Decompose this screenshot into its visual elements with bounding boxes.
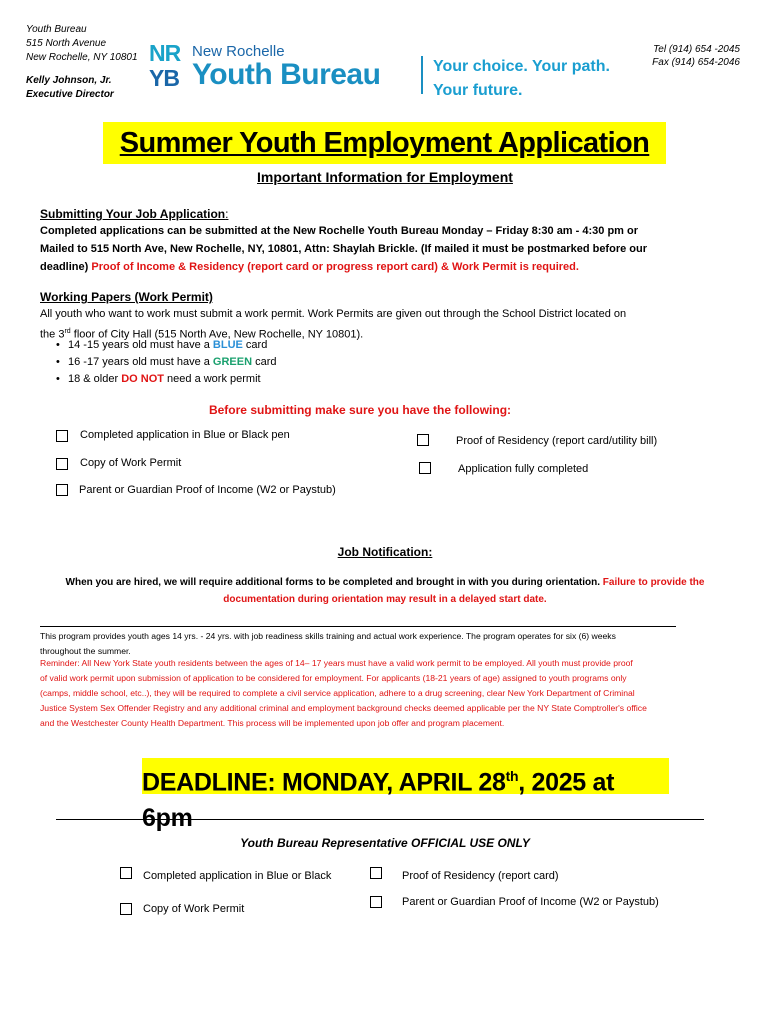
section-heading-submitting: Submitting Your Job Application: — [40, 207, 229, 221]
checkbox-label: Parent or Guardian Proof of Income (W2 or Paystub) — [79, 484, 336, 496]
deadline-banner: DEADLINE: MONDAY, APRIL 28th, 2025 at 6pm — [142, 758, 669, 794]
checkbox-label: Parent or Guardian Proof of Income (W2 or Paystub) — [402, 896, 659, 908]
checkbox-official-proof-of-income[interactable] — [370, 896, 382, 908]
checkbox-completed-application[interactable] — [56, 430, 68, 442]
address-line: Youth Bureau — [26, 24, 87, 35]
program-description: This program provides youth ages 14 yrs. - 24 yrs. with job readiness skills training and actual work experience. The program operates for six (6) weeks throughout the summer. — [40, 631, 616, 656]
address-line: New Rochelle, NY 10801 — [26, 52, 138, 63]
list-item: • 16 -17 years old must have a GREEN card — [68, 354, 277, 371]
page-title: Summer Youth Employment Application — [103, 122, 666, 164]
contact-info — [652, 43, 740, 69]
checkbox-proof-of-residency[interactable] — [417, 434, 429, 446]
section-heading-working-papers: Working Papers (Work Permit) — [40, 290, 213, 304]
logo-tagline: Your choice. Your path. Your future. — [433, 58, 610, 99]
checkbox-application-completed[interactable] — [419, 462, 431, 474]
telephone: Tel (914) 654 -2045 — [653, 44, 740, 55]
job-notification-text: When you are hired, we will require additional forms to be completed and brought in with you during orientation. Failure to provide the documentation during orientation may result in a delayed start date. — [65, 577, 705, 605]
submitting-instructions: Completed applications can be submitted at the New Rochelle Youth Bureau Monday – Friday 8:30 am - 4:30 pm or Mailed to 515 North Ave, New Rochelle, NY, 10801, Attn: Shaylah Brickle. (If mailed it must be postmarked before our deadline) Proof of Income & Residency (report card or progress report card) & Work Permit is required. — [40, 225, 647, 273]
checkbox-official-proof-of-residency[interactable] — [370, 867, 382, 879]
checkbox-label: Proof of Residency (report card/utility bill) — [456, 435, 658, 447]
checkbox-official-work-permit[interactable] — [120, 903, 132, 915]
checkbox-official-completed-application[interactable] — [120, 867, 132, 879]
checkbox-work-permit[interactable] — [56, 458, 68, 470]
divider — [56, 819, 704, 820]
checkbox-label: Completed application in Blue or Black pen — [80, 429, 290, 441]
organization-address — [26, 23, 138, 65]
list-item: • 14 -15 years old must have a BLUE card — [68, 337, 267, 354]
fax: Fax (914) 654-2046 — [652, 57, 740, 68]
page-subtitle: Important Information for Employment — [257, 169, 513, 185]
checklist-heading: Before submitting make sure you have the following: — [208, 403, 512, 417]
logo-divider — [421, 56, 423, 94]
checkbox-proof-of-income[interactable] — [56, 484, 68, 496]
official-use-heading: Youth Bureau Representative OFFICIAL USE ONLY — [240, 836, 530, 850]
reminder-text: Reminder: All New York State youth residents between the ages of 14– 17 years must have a valid work permit to be employed. All youth must provide proof of valid work permit upon submission of application to be considered for employment. For applicants (18-21 years of age) assigned to youth programs only (camps, middle school, etc..), they will be required to complete a civil service application, adhere to a drug screening, clear New York Department of Criminal Justice System Sex Offender Registry and any additional criminal and employment background checks deemed applicable per the NY State Comptroller's office and the Westchester County Health Department. This process will be implemented upon job offer and program placement. — [40, 658, 647, 728]
list-item: • 18 & older DO NOT need a work permit — [68, 371, 261, 388]
checkbox-label: Copy of Work Permit — [80, 457, 182, 469]
director-title: Executive Director — [26, 89, 114, 100]
working-papers-text: All youth who want to work must submit a work permit. Work Permits are given out through the School District located on the 3rd floor of City Hall (515 North Ave, New Rochelle, NY 10801). — [40, 308, 627, 341]
logo-city-text: New Rochelle — [192, 43, 285, 60]
youth-bureau-logo-icon: NR YB — [149, 40, 181, 91]
divider — [40, 626, 676, 627]
checkbox-label: Copy of Work Permit — [143, 903, 245, 915]
checkbox-label: Application fully completed — [458, 463, 589, 475]
job-notification-heading: Job Notification: — [337, 545, 433, 559]
logo-org-name: Youth Bureau — [192, 58, 381, 91]
checkbox-label: Proof of Residency (report card) — [402, 870, 559, 882]
address-line: 515 North Avenue — [26, 38, 107, 49]
executive-director — [26, 74, 114, 102]
checkbox-label: Completed application in Blue or Black — [143, 870, 332, 882]
director-name: Kelly Johnson, Jr. — [26, 75, 112, 86]
